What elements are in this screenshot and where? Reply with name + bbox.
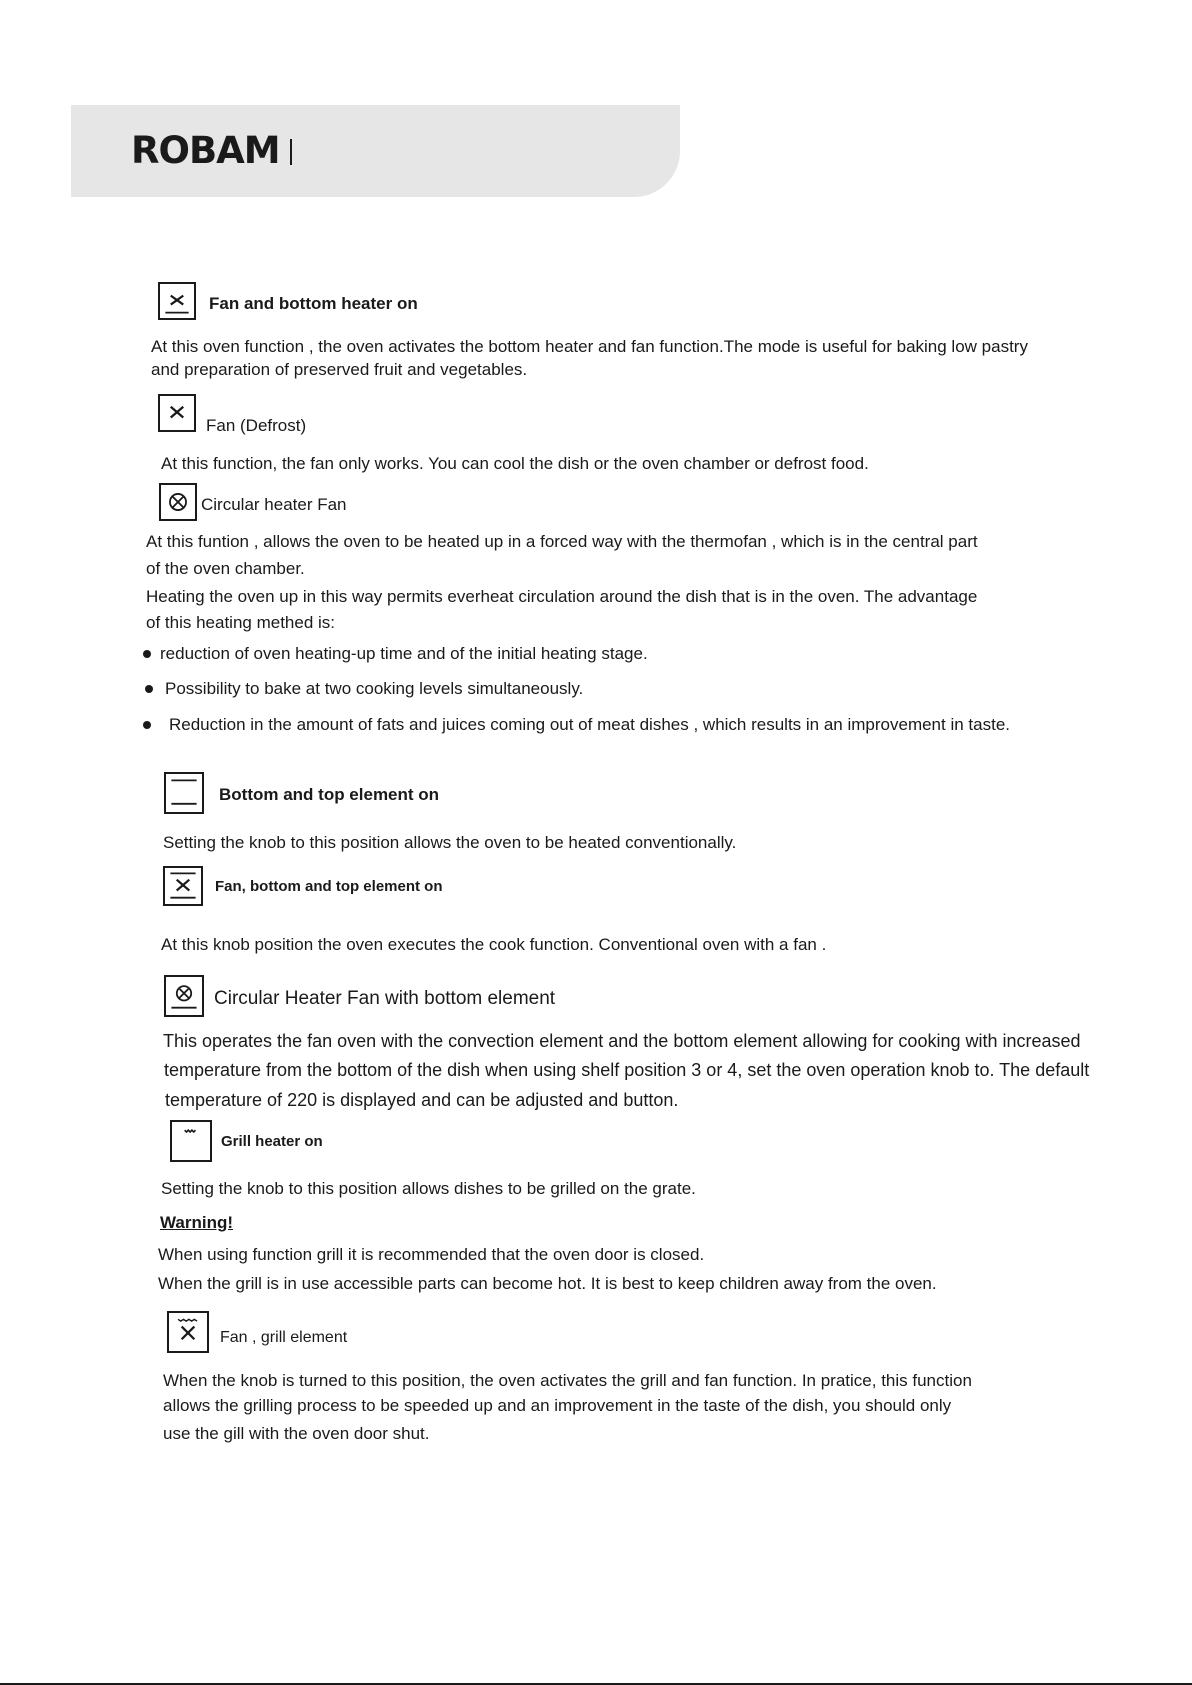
circular-bullet-3: Reduction in the amount of fats and juices coming out of meat dishes , which results in an improvement in taste. (169, 715, 1010, 734)
conventional-title: Bottom and top element on (219, 785, 440, 804)
circular-bottom-text-3: temperature of 220 is displayed and can be adjusted and button. (165, 1090, 679, 1110)
fan-bottom-top-element-icon (163, 866, 203, 906)
fan-grill-element-icon (167, 1311, 209, 1353)
bottom-top-element-icon (164, 772, 204, 814)
circular-text-2: of the oven chamber. (146, 559, 305, 578)
fan-grill-text-3: use the gill with the oven door shut. (163, 1424, 430, 1443)
circular-title: Circular heater Fan (201, 495, 347, 514)
grill-title: Grill heater on (221, 1133, 323, 1150)
warning-label: Warning! (160, 1213, 234, 1232)
bullet-marker (145, 685, 153, 693)
circular-heater-fan-icon (159, 483, 197, 521)
brand-logo: ROBAM (131, 129, 280, 172)
circular-text-4: of this heating methed is: (146, 613, 336, 632)
fan-grill-text-1: When the knob is turned to this position, the oven activates the grill and fan function. In pratice, this function (163, 1371, 972, 1390)
logo-divider (290, 139, 292, 165)
defrost-text-1: At this function, the fan only works. You can cool the dish or the oven chamber or defrost food. (161, 454, 869, 473)
fan-bottom-title: Fan and bottom heater on (209, 294, 418, 313)
fan-bottom-text-2: and preparation of preserved fruit and vegetables. (151, 360, 528, 379)
fan-conventional-text-1: At this knob position the oven executes the cook function. Conventional oven with a fan . (161, 935, 827, 954)
circular-heater-fan-bottom-icon (164, 975, 204, 1017)
circular-bullet-1: reduction of oven heating-up time and of the initial heating stage. (160, 644, 648, 663)
grill-heater-icon (170, 1120, 212, 1162)
circular-bottom-text-2: temperature from the bottom of the dish when using shelf position 3 or 4, set the oven operation knob to. The default (164, 1060, 1090, 1080)
fan-bottom-text-1: At this oven function , the oven activates the bottom heater and fan function.The mode is useful for baking low pastry (151, 337, 1028, 356)
bullet-marker (143, 721, 151, 729)
header-band (71, 105, 680, 197)
circular-bottom-title: Circular Heater Fan with bottom element (214, 988, 556, 1009)
fan-grill-text-2: allows the grilling process to be speeded up and an improvement in the taste of the dish, you should only (163, 1396, 952, 1415)
fan-bottom-heater-icon (158, 282, 196, 320)
fan-conventional-title: Fan, bottom and top element on (215, 878, 443, 895)
bullet-marker (143, 650, 151, 658)
circular-text-1: At this funtion , allows the oven to be heated up in a forced way with the thermofan , which is in the central part (146, 532, 978, 551)
warning-text-2: When the grill is in use accessible parts can become hot. It is best to keep children away from the oven. (158, 1274, 937, 1293)
circular-bottom-text-1: This operates the fan oven with the convection element and the bottom element allowing for cooking with increased (163, 1031, 1081, 1051)
circular-bullet-2: Possibility to bake at two cooking levels simultaneously. (165, 679, 584, 698)
fan-grill-title: Fan , grill element (220, 1329, 348, 1346)
circular-text-3: Heating the oven up in this way permits everheat circulation around the dish that is in the oven. The advantage (146, 587, 978, 606)
conventional-text-1: Setting the knob to this position allows the oven to be heated conventionally. (163, 833, 737, 852)
defrost-title: Fan (Defrost) (206, 416, 307, 435)
warning-text-1: When using function grill it is recommended that the oven door is closed. (158, 1245, 705, 1264)
grill-text-1: Setting the knob to this position allows dishes to be grilled on the grate. (161, 1179, 696, 1198)
fan-icon (158, 394, 196, 432)
